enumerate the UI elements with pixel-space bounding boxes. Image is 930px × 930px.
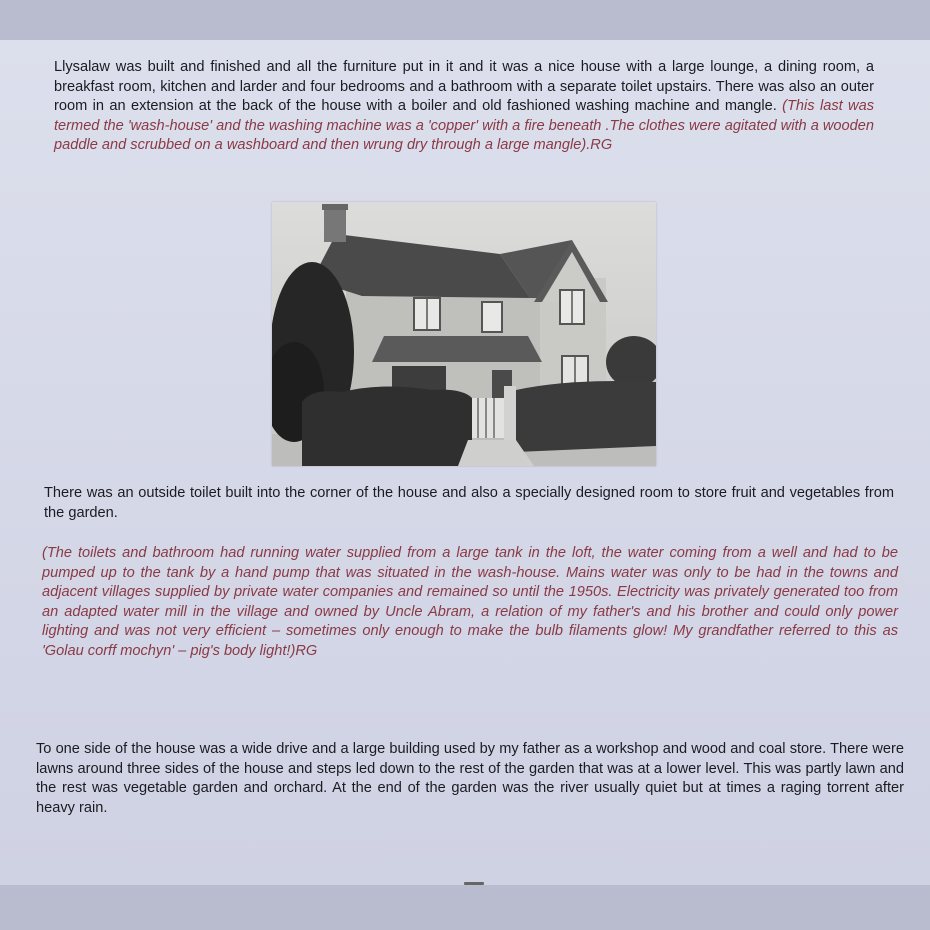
paragraph-house-description [54,58,874,156]
paragraph-garden-description: To one side of the house was a wide drive and a large building used by my father as a workshop and wood and coal store. There were lawns around three sides of the house and steps led down to the rest of the garden that was at a lower level. This was partly lawn and the rest was vegetable garden and orchard. At the end of the garden was the river usually quiet but at times a raging torrent after heavy rain. [36,741,904,816]
paragraph-outside-toilet: There was an outside toilet built into the corner of the house and also a specially designed room to store fruit and vegetables from the garden. [44,485,894,521]
wash-house-note: (This last was termed the 'wash-house' and the washing machine was a 'copper' with a fire beneath .The clothes were agitated with a wooden paddle and scrubbed on a washboard and then wrung dry through a large mangle).RG [54,98,874,154]
page-number-mark [464,882,484,885]
water-electricity-note: (The toilets and bathroom had running water supplied from a large tank in the loft, the water coming from a well and had to be pumped up to the tank by a hand pump that was situated in the wash-house. Mains water was only to be had in the towns and adjacent villages supplied by private water companies and remained so until the 1950s. Electricity was privately generated too from an adapted water mill in the village and owned by Uncle Abram, a relation of my father's and his brother and could only power lighting and was not very efficient – sometimes only enough to make the bulb filaments glow! My grandfather referred to this as 'Golau corff mochyn' – pig's body light!)RG [42,545,898,659]
paragraph-body-text: Llysalaw was built and finished and all the furniture put in it and it was a nice house with a large lounge, a dining room, a breakfast room, kitchen and larder and four bedrooms and a bathroom with a separate toilet upstairs. There was also an outer room in an extension at the back of the house with a boiler and old fashioned washing machine and mangle. [54,59,874,115]
house-photo-icon [272,202,656,466]
document-page [0,40,930,885]
